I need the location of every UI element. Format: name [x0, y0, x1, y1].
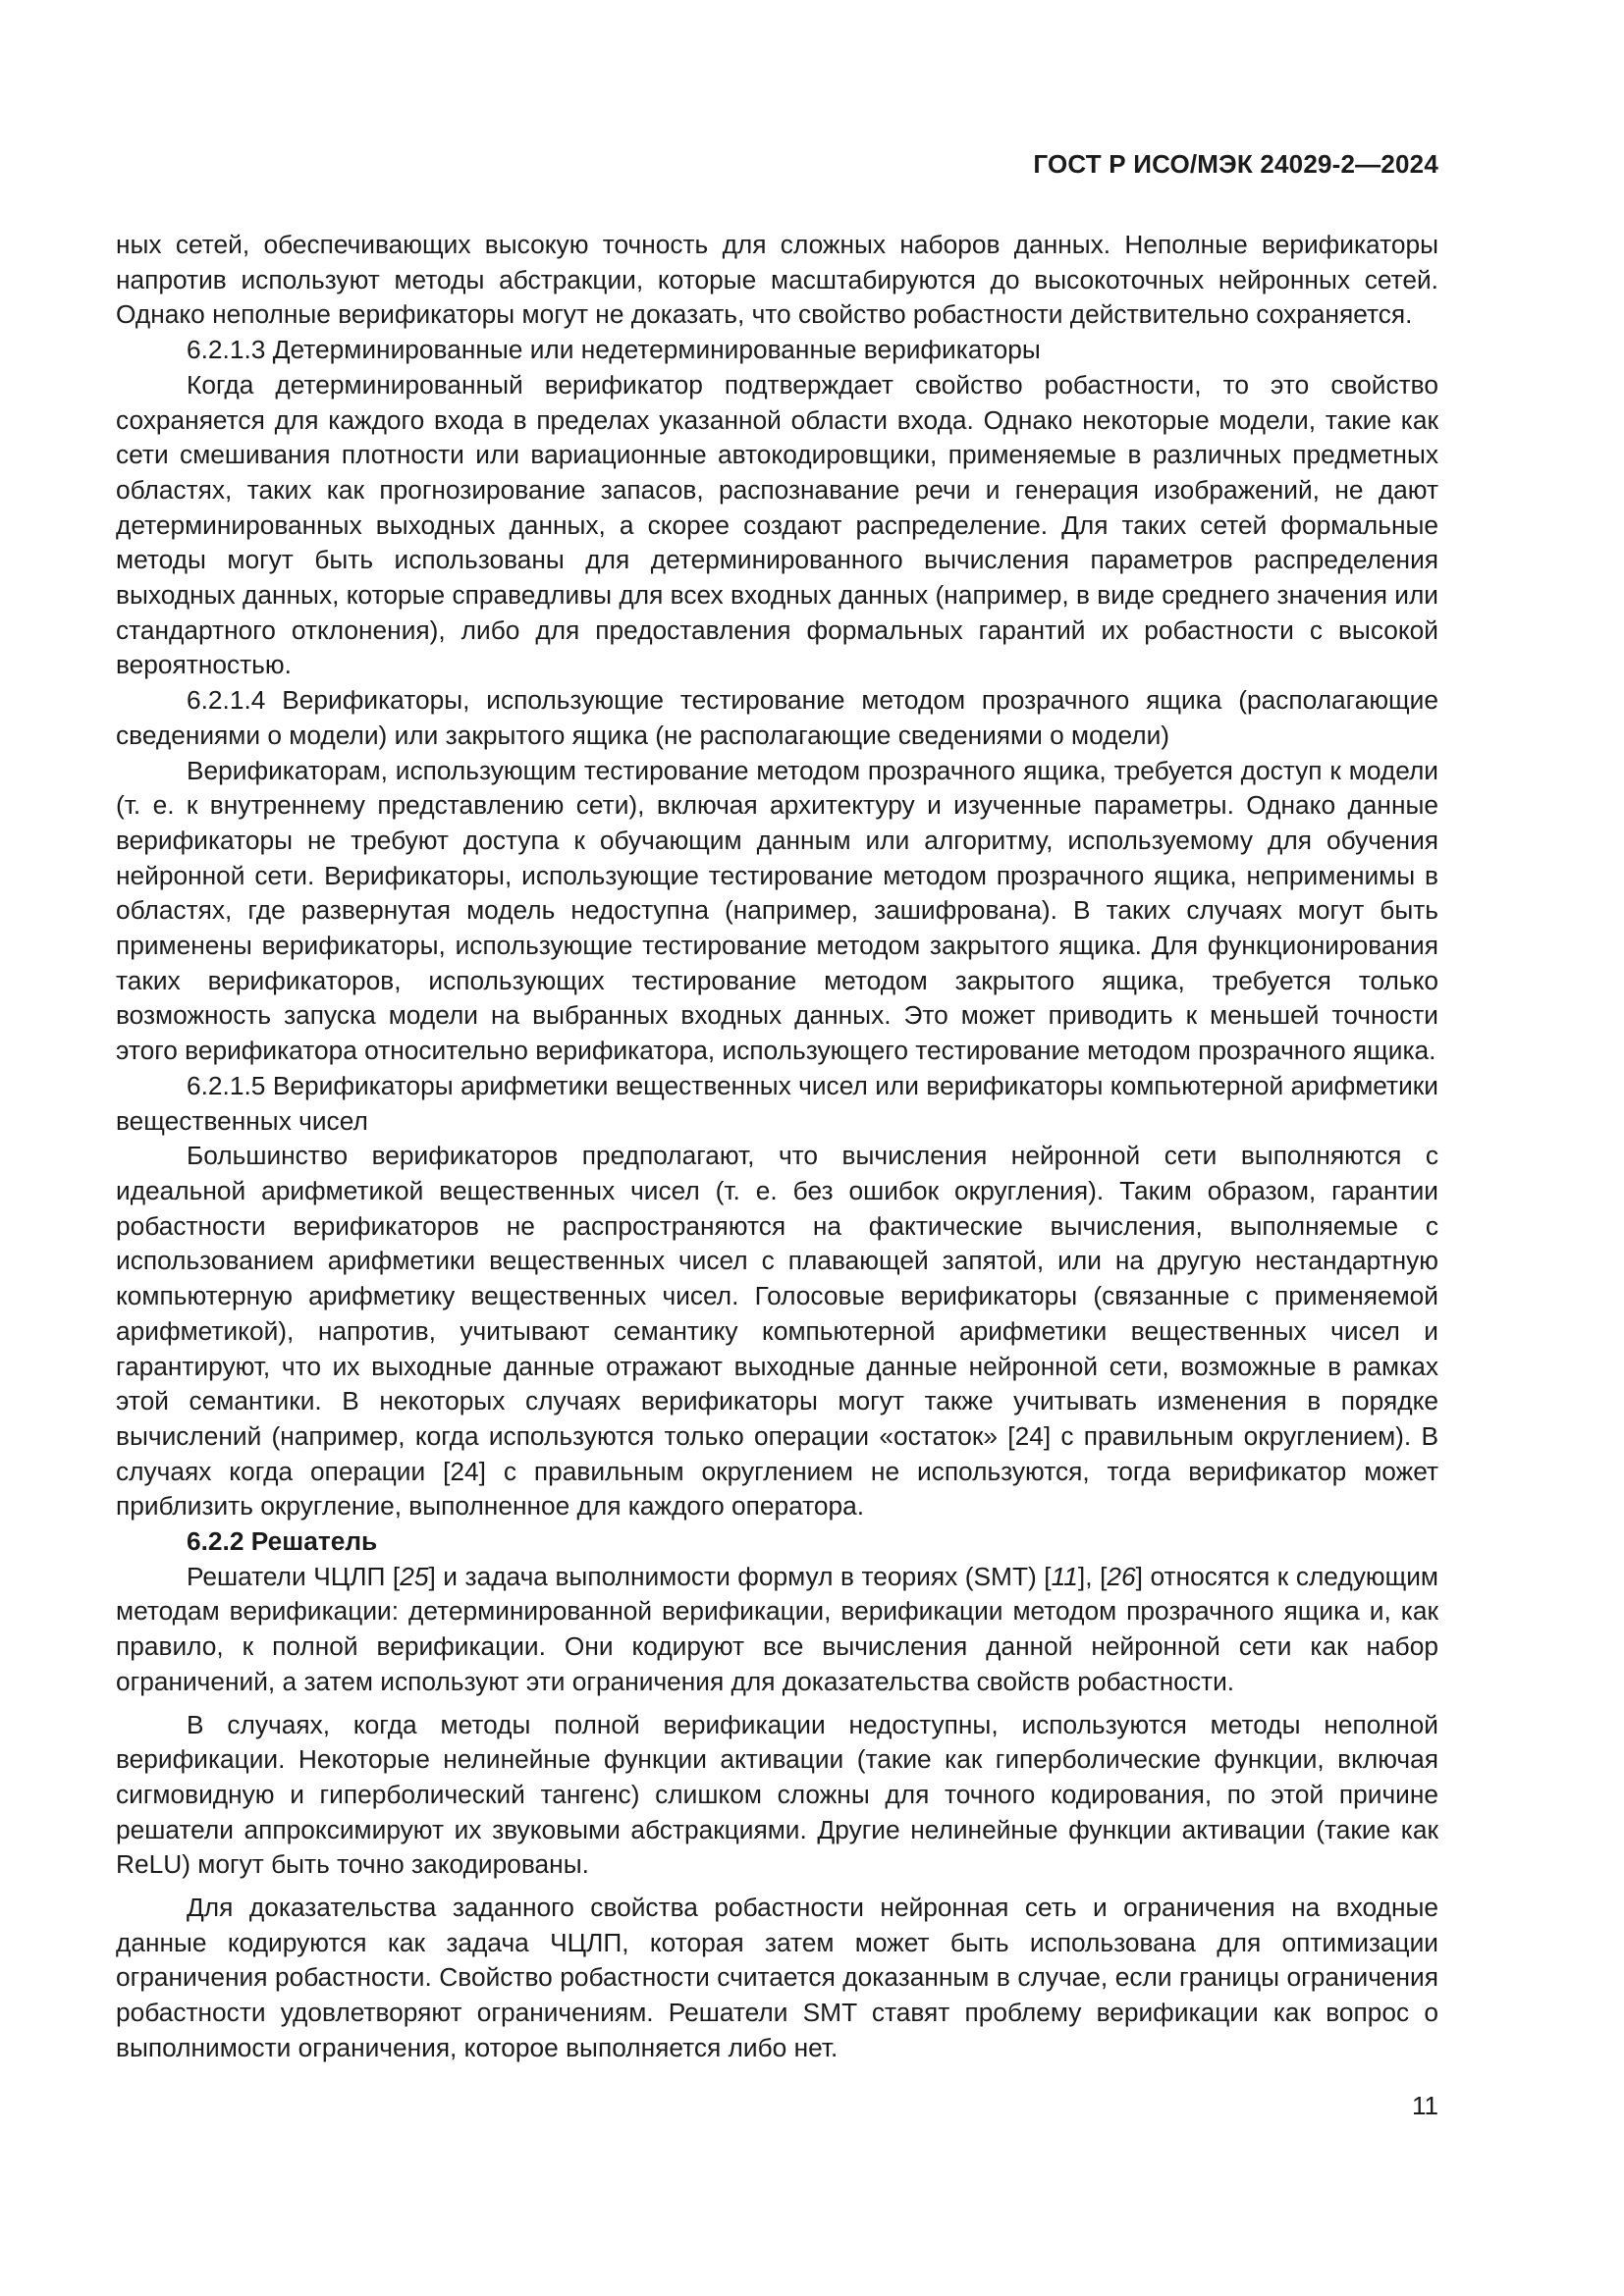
reference-link: 26 [1107, 1561, 1136, 1591]
paragraph-arithmetic-verifiers: Большинство верификаторов предполагают, что вычисления нейронной сети выполняются с идеальной арифметикой вещественных чисел (т. е. без ошибок округления). Таким образом, гарантии робастности верификаторов не распространяются на фактические вычисления, выполняемые с использованием арифметики вещественных чисел с плавающей запятой, или на другую нестандартную компьютерную арифметику вещественных чисел. Голосовые верификаторы (связанные с применяемой арифметикой), напротив, учитывают семантику компьютерной арифметики вещественных чисел и гарантируют, что их выходные данные отражают выходные данные нейронной сети, возможные в рамках этой семантики. В некоторых случаях верификаторы могут также учитывать изменения в порядке вычислений (например, когда используются только операции «остаток» [24] с правильным округлением). В случаях когда операции [24] с правильным округлением не используются, тогда верификатор может приблизить округление, выполненное для каждого оператора. [116, 1141, 1438, 1522]
section-heading-6-2-1-4: 6.2.1.4 Верификаторы, использующие тестирование методом прозрачного ящика (располагающие сведениями о модели) или закрытого ящика (не располагающие сведениями о модели) [116, 685, 1438, 750]
document-code-header: ГОСТ Р ИСО/МЭК 24029-2—2024 [1033, 149, 1438, 179]
paragraph-deterministic-verifiers: Когда детерминированный верификатор подтверждает свойство робастности, то это свойство сохраняется для каждого входа в пределах указанной области входа. Однако некоторые модели, такие как сети смешивания плотности или вариационные автокодировщики, применяемые в различных предметных областях, таких как прогнозирование запасов, распознавание речи и генерация изображений, не дают детерминированных выходных данных, а скорее создают распределение. Для таких сетей формальные методы могут быть использованы для детерминированного вычисления параметров распределения выходных данных, которые справедливы для всех входных данных (например, в виде среднего значения или стандартного отклонения), либо для предоставления формальных гарантий их робастности с высокой вероятностью. [116, 369, 1438, 680]
reference-link: 25 [400, 1561, 429, 1591]
paragraph-solvers-text: Решатели ЧЦЛП [ [187, 1561, 401, 1591]
paragraph-solvers-text: ] относятся к следующим методам верификации: детерминированной верификации, верификации методом прозрачного ящика и, как правило, к полной верификации. Они кодируют все вычисления данной нейронной сети как набор ограничений, а затем используют эти ограничения для доказательства свойств робастности. [116, 1561, 1438, 1696]
section-heading-6-2-1-3: 6.2.1.3 Детерминированные или недетерминированные верификаторы [187, 335, 1041, 365]
section-heading-6-2-2: 6.2.2 Решатель [187, 1526, 378, 1557]
paragraph-incomplete-verification: В случаях, когда методы полной верификации недоступны, используются методы неполной верификации. Некоторые нелинейные функции активации (такие как гиперболические функции, включая сигмовидную и гиперболический тангенс) слишком сложны для точного кодирования, по этой причине решатели аппроксимируют их звуковыми абстракциями. Другие нелинейные функции активации (такие как ReLU) могут быть точно закодированы. [116, 1709, 1438, 1880]
paragraph-milp-smt: Для доказательства заданного свойства робастности нейронная сеть и ограничения на входные данные кодируются как задача ЧЦЛП, которая затем может быть использована для оптимизации ограничения робастности. Свойство робастности считается доказанным в случае, если границы ограничения робастности удовлетворяют ограничениям. Решатели SMT ставят проблему верификации как вопрос о выполнимости ограничения, которое выполняется либо нет. [116, 1893, 1438, 2062]
page-number: 11 [1412, 2091, 1438, 2120]
paragraph-continuation: ных сетей, обеспечивающих высокую точность для сложных наборов данных. Неполные верификаторы напротив используют методы абстракции, которые масштабируются до высокоточных нейронных сетей. Однако неполные верификаторы могут не доказать, что свойство робастности действительно сохраняется. [116, 230, 1438, 330]
section-heading-6-2-1-5: 6.2.1.5 Верификаторы арифметики вещественных чисел или верификаторы компьютерной арифметики вещественных чисел [116, 1070, 1438, 1136]
paragraph-box-testing-verifiers: Верификаторам, использующим тестирование методом прозрачного ящика, требуется доступ к модели (т. е. к внутреннему представлению сети), включая архитектуру и изученные параметры. Однако данные верификаторы не требуют доступа к обучающим данным или алгоритму, используемому для обучения нейронной сети. Верификаторы, использующие тестирование методом прозрачного ящика, неприменимы в областях, где развернутая модель недоступна (например, зашифрована). В таких случаях могут быть применены верификаторы, использующие тестирование методом закрытого ящика. Для функционирования таких верификаторов, использующих тестирование методом закрытого ящика, требуется только возможность запуска модели на выбранных входных данных. Это может приводить к меньшей точности этого верификатора относительно верификатора, использующего тестирование методом прозрачного ящика. [116, 755, 1438, 1066]
paragraph-solvers-text: ], [ [1077, 1561, 1108, 1591]
reference-link: 11 [1051, 1561, 1078, 1591]
document-body [116, 228, 1438, 2066]
paragraph-solvers [116, 1560, 1438, 1700]
paragraph-solvers-text: ] и задача выполнимости формул в теориях (SMT) [ [428, 1561, 1052, 1591]
